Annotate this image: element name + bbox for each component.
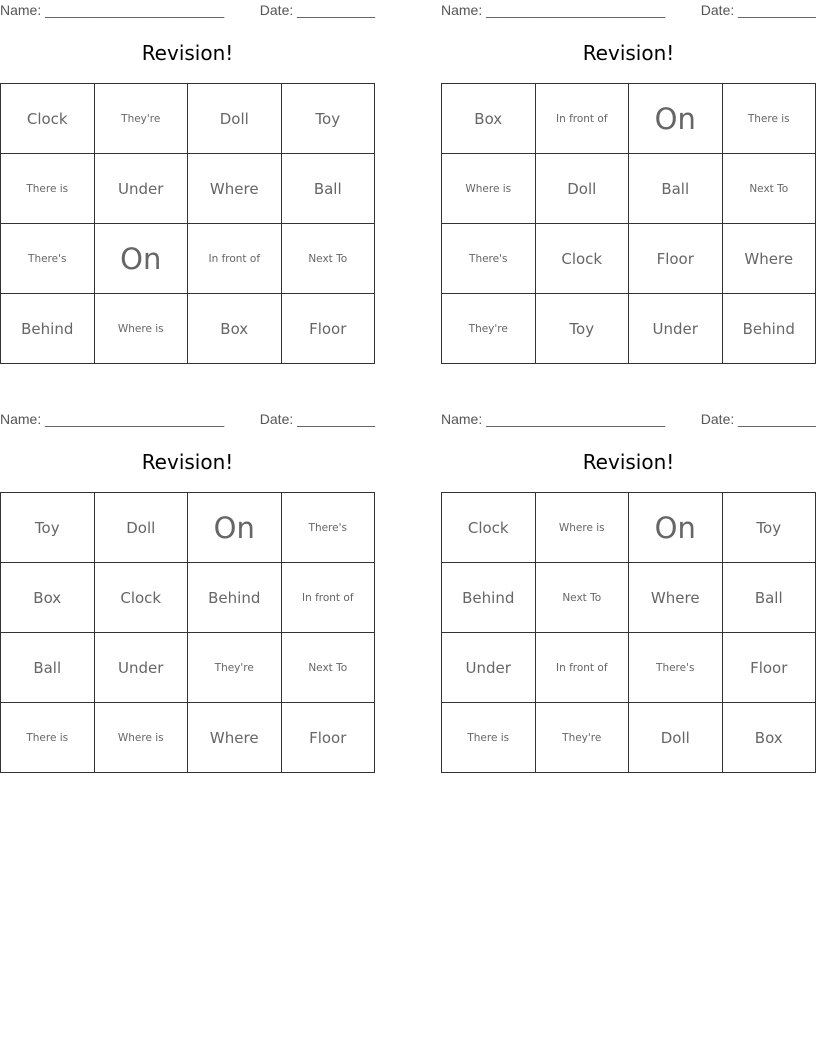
grid-row (442, 224, 816, 294)
card-header (441, 0, 816, 22)
grid-row (1, 703, 375, 773)
grid-cell: They're (442, 294, 536, 364)
grid-row (442, 563, 816, 633)
grid-cell: Box (1, 563, 95, 633)
grid-cell: Under (94, 633, 188, 703)
card-title: Revision! (582, 41, 675, 65)
grid-cell: Under (94, 154, 188, 224)
grid-cell: Under (629, 294, 723, 364)
grid-cell: Clock (442, 493, 536, 563)
grid-cell: Toy (722, 493, 816, 563)
grid-row (1, 154, 375, 224)
grid-row (442, 703, 816, 773)
card-title: Revision! (141, 450, 234, 474)
date-field[interactable]: Date: __________ (259, 411, 375, 427)
grid-cell: Ball (1, 633, 95, 703)
grid-cell: Next To (281, 224, 375, 294)
grid-cell: Where (188, 703, 282, 773)
grid-cell: Where is (535, 493, 629, 563)
grid-cell: Where (188, 154, 282, 224)
card-header (0, 0, 375, 22)
grid-cell: On (188, 493, 282, 563)
name-field[interactable]: Name: _______________________ (0, 411, 225, 427)
grid-cell: Clock (1, 84, 95, 154)
grid-row (1, 84, 375, 154)
grid-row (1, 224, 375, 294)
date-field[interactable]: Date: __________ (259, 2, 375, 18)
bingo-grid (0, 83, 375, 364)
grid-cell: Where (629, 563, 723, 633)
grid-cell: They're (94, 84, 188, 154)
grid-cell: There is (1, 154, 95, 224)
grid-cell: Behind (188, 563, 282, 633)
name-field[interactable]: Name: _______________________ (441, 411, 666, 427)
bingo-card-4 (441, 409, 816, 772)
card-title: Revision! (141, 41, 234, 65)
card-header (441, 409, 816, 431)
grid-cell: In front of (535, 84, 629, 154)
grid-cell: There's (281, 493, 375, 563)
grid-cell: Clock (94, 563, 188, 633)
grid-cell: Floor (281, 294, 375, 364)
grid-cell: Clock (535, 224, 629, 294)
bingo-card-1 (0, 0, 375, 363)
card-title: Revision! (582, 450, 675, 474)
date-field[interactable]: Date: __________ (700, 411, 816, 427)
grid-row (1, 294, 375, 364)
grid-cell: Floor (281, 703, 375, 773)
grid-row (1, 493, 375, 563)
grid-cell: Doll (188, 84, 282, 154)
grid-cell: There is (722, 84, 816, 154)
grid-cell: Ball (281, 154, 375, 224)
grid-row (442, 154, 816, 224)
grid-cell: There's (442, 224, 536, 294)
grid-cell: There is (442, 703, 536, 773)
grid-cell: Box (442, 84, 536, 154)
grid-cell: Doll (629, 703, 723, 773)
card-header (0, 409, 375, 431)
name-field[interactable]: Name: _______________________ (0, 2, 225, 18)
grid-row (442, 294, 816, 364)
grid-cell: Behind (442, 563, 536, 633)
grid-cell: Toy (281, 84, 375, 154)
grid-cell: Toy (535, 294, 629, 364)
grid-cell: On (94, 224, 188, 294)
grid-cell: On (629, 493, 723, 563)
grid-cell: Box (722, 703, 816, 773)
grid-cell: Under (442, 633, 536, 703)
grid-cell: Doll (94, 493, 188, 563)
grid-cell: Where (722, 224, 816, 294)
grid-cell: In front of (281, 563, 375, 633)
grid-row (1, 563, 375, 633)
grid-cell: Box (188, 294, 282, 364)
date-field[interactable]: Date: __________ (700, 2, 816, 18)
grid-cell: There's (1, 224, 95, 294)
grid-cell: They're (188, 633, 282, 703)
grid-cell: Ball (629, 154, 723, 224)
grid-row (442, 84, 816, 154)
grid-cell: Next To (722, 154, 816, 224)
grid-cell: Behind (1, 294, 95, 364)
grid-cell: Floor (629, 224, 723, 294)
grid-cell: There's (629, 633, 723, 703)
name-field[interactable]: Name: _______________________ (441, 2, 666, 18)
bingo-card-3 (0, 409, 375, 772)
grid-row (442, 633, 816, 703)
grid-cell: Toy (1, 493, 95, 563)
grid-cell: They're (535, 703, 629, 773)
grid-cell: Floor (722, 633, 816, 703)
grid-cell: Behind (722, 294, 816, 364)
bingo-grid (441, 83, 816, 364)
grid-cell: Next To (281, 633, 375, 703)
grid-cell: There is (1, 703, 95, 773)
grid-row (1, 633, 375, 703)
grid-cell: In front of (535, 633, 629, 703)
grid-cell: Where is (94, 703, 188, 773)
bingo-card-2 (441, 0, 816, 363)
bingo-grid (441, 492, 816, 773)
grid-cell: On (629, 84, 723, 154)
grid-cell: Doll (535, 154, 629, 224)
grid-cell: Where is (442, 154, 536, 224)
grid-cell: Where is (94, 294, 188, 364)
grid-cell: Ball (722, 563, 816, 633)
grid-cell: In front of (188, 224, 282, 294)
bingo-grid (0, 492, 375, 773)
grid-cell: Next To (535, 563, 629, 633)
grid-row (442, 493, 816, 563)
